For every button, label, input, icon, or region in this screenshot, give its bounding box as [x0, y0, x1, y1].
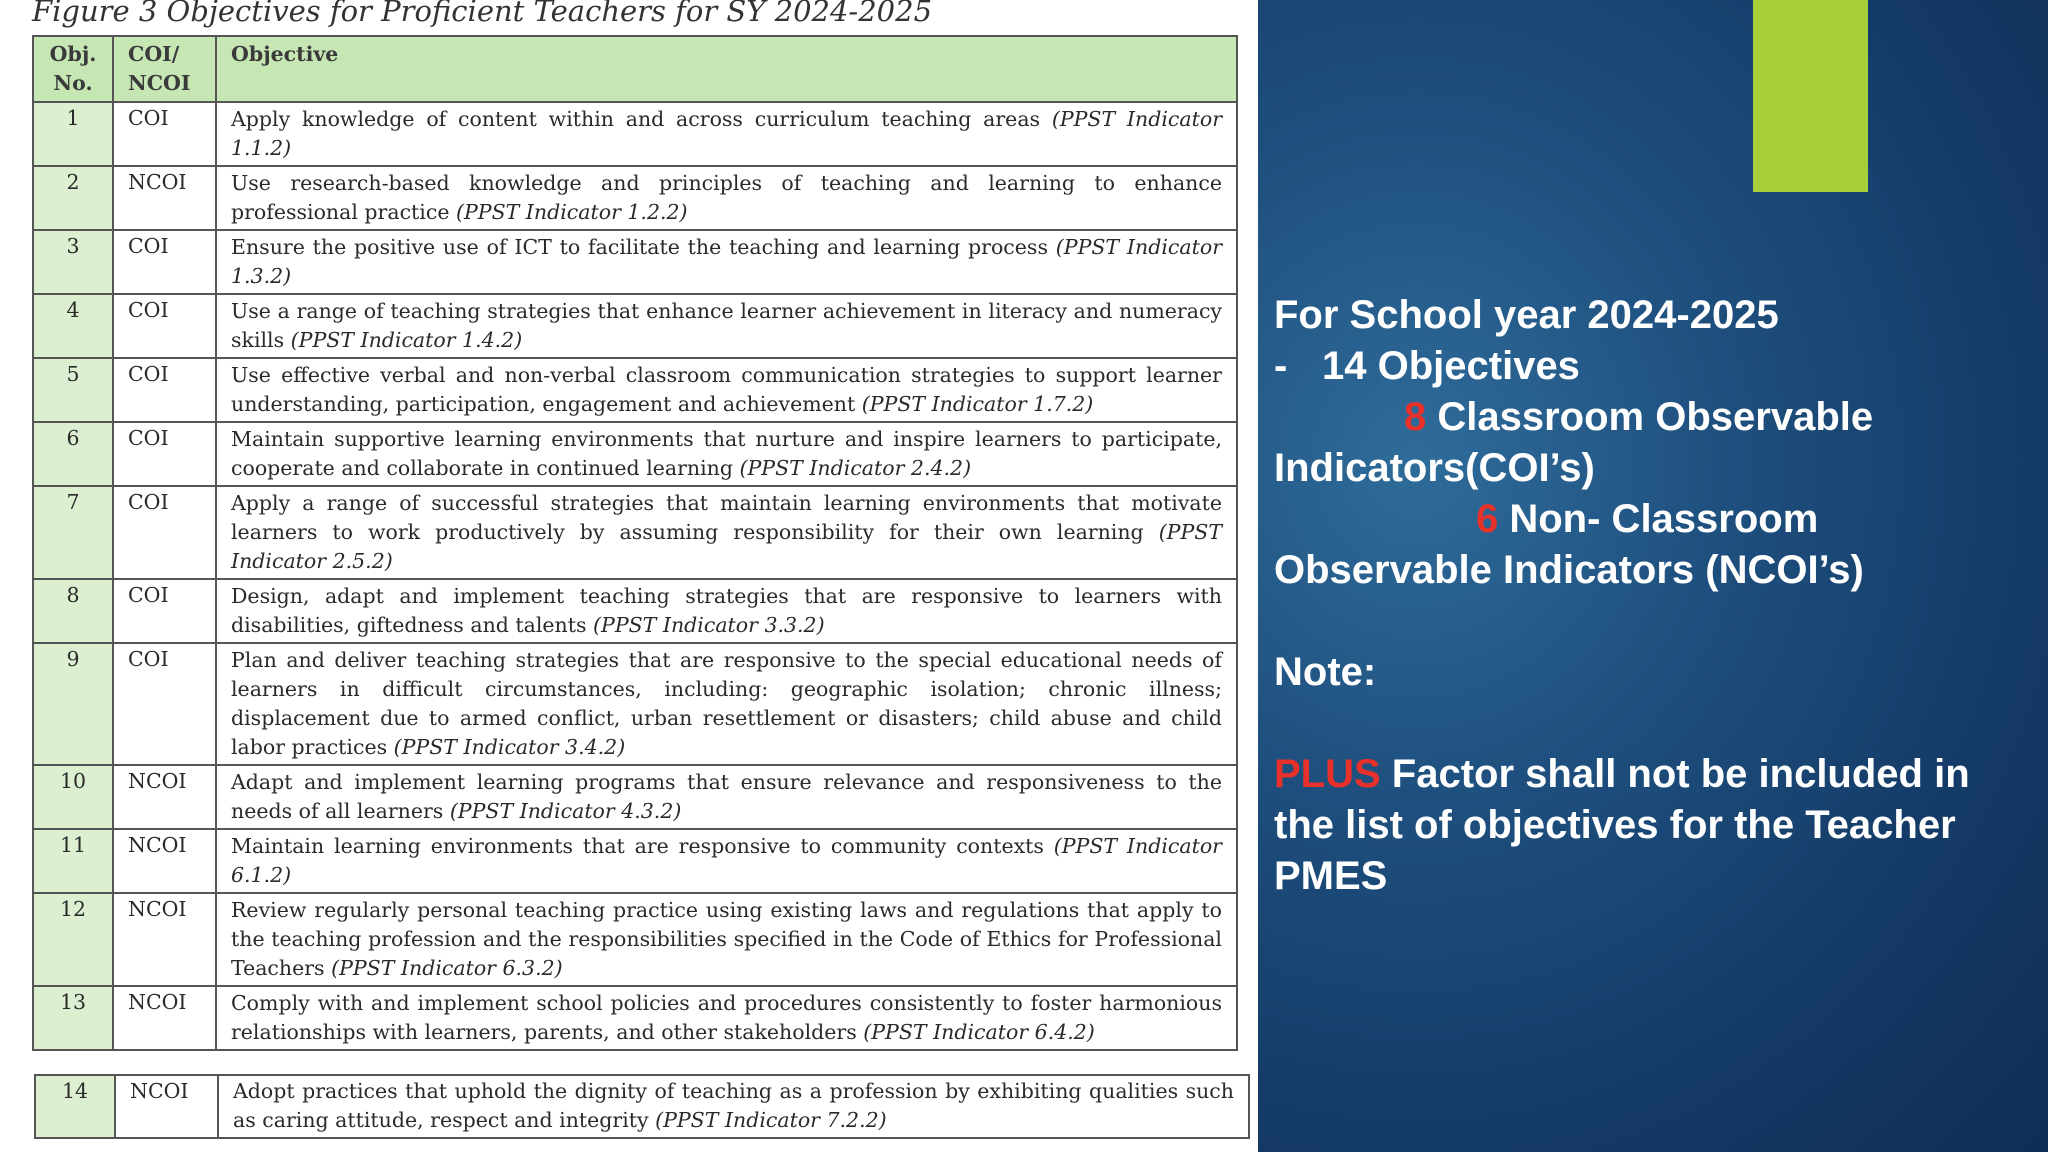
row-type: NCOI — [113, 829, 216, 893]
table-row — [33, 166, 1237, 230]
row-type: COI — [113, 486, 216, 579]
indicator-ref: (PPST Indicator 4.3.2) — [449, 799, 682, 823]
row-number: 7 — [33, 486, 113, 579]
table-row — [33, 893, 1237, 986]
objective-text: Apply knowledge of content within and across curriculum teaching areas — [231, 107, 1052, 131]
objective-text: Maintain supportive learning environments that nurture and inspire learners to participate, cooperate and collaborate in continued learning — [231, 427, 1222, 480]
objectives-table-continued — [34, 1074, 1250, 1139]
row-type: COI — [113, 102, 216, 166]
indicator-ref: (PPST Indicator 6.3.2) — [331, 956, 563, 980]
row-number: 2 — [33, 166, 113, 230]
indicator-ref: (PPST Indicator 2.5.2) — [231, 520, 1222, 573]
indicator-ref: (PPST Indicator 3.3.2) — [593, 613, 825, 637]
table-row — [33, 358, 1237, 422]
bullet-marker: - — [1274, 344, 1288, 388]
row-type: NCOI — [113, 986, 216, 1050]
row-type: COI — [113, 643, 216, 765]
indicator-ref: (PPST Indicator 7.2.2) — [655, 1108, 887, 1132]
table-row — [35, 1075, 1249, 1138]
row-number: 4 — [33, 294, 113, 358]
table-row — [33, 765, 1237, 829]
row-objective — [216, 422, 1237, 486]
objective-text: Design, adapt and implement teaching strategies that are responsive to learners with disabilities, giftedness and talents — [231, 584, 1222, 637]
objective-text: Ensure the positive use of ICT to facilitate the teaching and learning process — [231, 235, 1056, 259]
objective-text: Maintain learning environments that are responsive to community contexts — [231, 834, 1054, 858]
row-objective — [216, 829, 1237, 893]
summary-notes — [1274, 290, 2034, 902]
plus-text: Factor shall not be included in the list of objectives for the Teacher PMES — [1274, 752, 1970, 898]
row-number: 9 — [33, 643, 113, 765]
row-type: NCOI — [115, 1075, 218, 1138]
row-number: 13 — [33, 986, 113, 1050]
row-objective — [216, 986, 1237, 1050]
objective-text: Apply a range of successful strategies that maintain learning environments that motivate learners to work productively by assuming responsibility for their own learning — [231, 491, 1222, 544]
table-row — [33, 986, 1237, 1050]
row-objective — [218, 1075, 1249, 1138]
ncoi-count: 6 — [1476, 497, 1499, 541]
objectives-table — [32, 35, 1238, 1051]
table-row — [33, 643, 1237, 765]
objective-text: Use a range of teaching strategies that enhance learner achievement in literacy and numeracy skills — [231, 299, 1222, 352]
row-type: COI — [113, 579, 216, 643]
row-objective — [216, 294, 1237, 358]
row-number: 3 — [33, 230, 113, 294]
coi-line — [1274, 392, 2034, 494]
row-number: 11 — [33, 829, 113, 893]
note-label: Note: — [1274, 650, 1377, 694]
table-body — [33, 102, 1237, 1050]
objective-text: Adapt and implement learning programs that ensure relevance and responsiveness to the needs of all learners — [231, 770, 1222, 823]
row-type: COI — [113, 294, 216, 358]
plus-note — [1274, 749, 2034, 902]
row-type: COI — [113, 230, 216, 294]
coi-count: 8 — [1404, 395, 1427, 439]
indicator-ref: (PPST Indicator 1.7.2) — [861, 392, 1094, 416]
objective-text: Review regularly personal teaching practice using existing laws and regulations that apply to the teaching profession and the responsibilities specified in the Code of Ethics for Professional Teachers — [231, 898, 1222, 980]
objective-text: Comply with and implement school policies and procedures consistently to foster harmonious relationships with learners, parents, and other stakeholders — [231, 991, 1222, 1044]
row-objective — [216, 765, 1237, 829]
row-number: 5 — [33, 358, 113, 422]
row-number: 1 — [33, 102, 113, 166]
row-objective — [216, 230, 1237, 294]
header-type: COI/ NCOI — [113, 36, 216, 102]
header-objective: Objective — [216, 36, 1237, 102]
row-number: 14 — [35, 1075, 115, 1138]
ncoi-label: Non- Classroom Observable Indicators (NCOI’s) — [1274, 497, 1864, 592]
indicator-ref: (PPST Indicator 1.3.2) — [231, 235, 1222, 288]
coi-label: Classroom Observable Indicators(COI’s) — [1274, 395, 1874, 490]
row-number: 12 — [33, 893, 113, 986]
indicator-ref: (PPST Indicator 6.1.2) — [231, 834, 1222, 887]
row-type: COI — [113, 358, 216, 422]
row-objective — [216, 579, 1237, 643]
objective-text: Plan and deliver teaching strategies that are responsive to the special educational needs of learners in difficult circumstances, including: geographic isolation; chronic illness; displacement due to armed conflict, urban resettlement or disasters; child abuse and child labor practices — [231, 648, 1222, 759]
table-row — [33, 294, 1237, 358]
row-type: NCOI — [113, 166, 216, 230]
plus-word: PLUS — [1274, 752, 1381, 796]
summary-panel — [1258, 0, 2048, 1152]
objective-text: Adopt practices that uphold the dignity of teaching as a profession by exhibiting qualities such as caring attitude, respect and integrity — [233, 1079, 1234, 1132]
summary-heading: For School year 2024-2025 — [1274, 293, 1779, 337]
objectives-line — [1274, 341, 2034, 392]
figure-title: Figure 3 Objectives for Proficient Teachers for SY 2024-2025 — [32, 0, 933, 28]
indicator-ref: (PPST Indicator 1.2.2) — [455, 200, 688, 224]
table-row — [33, 579, 1237, 643]
row-type: NCOI — [113, 893, 216, 986]
row-type: NCOI — [113, 765, 216, 829]
ncoi-line — [1274, 494, 2034, 596]
accent-bar — [1753, 0, 1868, 192]
indicator-ref: (PPST Indicator 1.4.2) — [290, 328, 523, 352]
table-header-row — [33, 36, 1237, 102]
row-number: 10 — [33, 765, 113, 829]
table-row — [33, 422, 1237, 486]
row-objective — [216, 643, 1237, 765]
indicator-ref: (PPST Indicator 3.4.2) — [393, 735, 626, 759]
row-objective — [216, 166, 1237, 230]
row-objective — [216, 358, 1237, 422]
row-objective — [216, 102, 1237, 166]
table-row — [33, 829, 1237, 893]
row-number: 8 — [33, 579, 113, 643]
indicator-ref: (PPST Indicator 1.1.2) — [231, 107, 1222, 160]
table-row — [33, 102, 1237, 166]
header-obj-no: Obj. No. — [33, 36, 113, 102]
row-objective — [216, 893, 1237, 986]
table-row — [33, 486, 1237, 579]
row-objective — [216, 486, 1237, 579]
objective-text: Use effective verbal and non-verbal classroom communication strategies to support learner understanding, participation, engagement and achievement — [231, 363, 1222, 416]
indicator-ref: (PPST Indicator 2.4.2) — [739, 456, 972, 480]
row-type: COI — [113, 422, 216, 486]
objectives-count: 14 Objectives — [1322, 344, 1580, 388]
table-row — [33, 230, 1237, 294]
indicator-ref: (PPST Indicator 6.4.2) — [863, 1020, 1095, 1044]
objective-text: Use research-based knowledge and principles of teaching and learning to enhance professional practice — [231, 171, 1222, 224]
row-number: 6 — [33, 422, 113, 486]
